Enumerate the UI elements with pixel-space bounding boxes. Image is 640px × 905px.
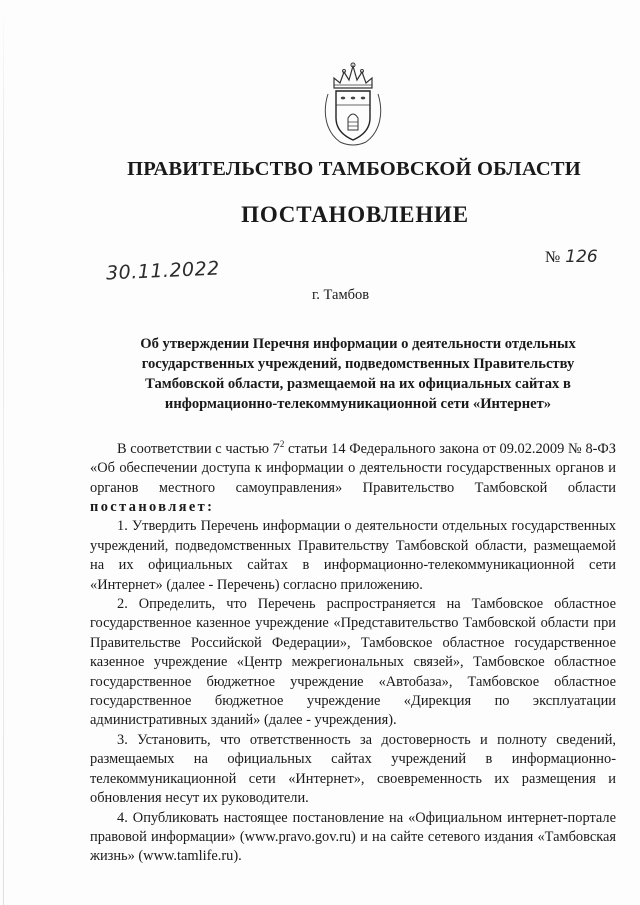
preamble-text-after: статьи 14 Федерального закона от 09.02.2009 № 8-ФЗ «Об обеспечении доступа к информации о деятельности государственных органов и органов местного самоуправления» Правительство Тамбовской области	[90, 440, 617, 496]
government-title: ПРАВИТЕЛЬСТВО ТАМБОВСКОЙ ОБЛАСТИ	[127, 158, 581, 180]
scan-edge-shadow	[3, 0, 4, 905]
preamble-text-before: В соответствии с частью 7	[117, 440, 280, 457]
list-item: 2. Определить, что Перечень распространяется на Тамбовское областное государственное казенное учреждение «Представительство Тамбовской области при Правительстве Российской Федерации», Тамбовское областное государственное казенное учреждение «Центр межрегиональных связей», Тамбовское областное государственное бюджетное учреждение «Автобаза», Тамбовское областное государственное бюджетное учреждение «Дирекция по эксплуатации административных зданий» (далее - учреждения).	[90, 596, 616, 729]
preamble-resolves: постановляет:	[90, 499, 215, 516]
city-name: г. Тамбов	[312, 287, 370, 303]
document-date: 30.11.2022	[105, 257, 221, 285]
document-subject: Об утверждении Перечня информации о деятельности отдельных государственных учреждений, подведомственных Правительству Тамбовской области, размещаемой на их официальных сайтах в информационно-телекоммуникационной сети «Интернет»	[140, 336, 576, 412]
preamble-superscript: 2	[279, 439, 285, 449]
tambov-coat-of-arms-icon	[320, 58, 386, 148]
list-item: 4. Опубликовать настоящее постановление на «Официальном интернет-портале правовой информации» (www.pravo.gov.ru) и на сайте сетевого издания «Тамбовская жизнь» (www.tamlife.ru).	[90, 809, 616, 865]
document-type-heading: ПОСТАНОВЛЕНИЕ	[241, 202, 469, 227]
number-sign: №	[545, 249, 561, 266]
document-number	[545, 247, 598, 267]
preamble-paragraph	[90, 435, 616, 517]
list-item: 1. Утвердить Перечень информации о деятельности отдельных государственных учреждений, подведомственных Правительству Тамбовской области, размещаемой на их официальных сайтах в информационно-телекоммуникационной сети «Интернет» (далее - Перечень) согласно приложению.	[90, 518, 616, 593]
number-value: 126	[565, 247, 598, 267]
document-body	[90, 435, 616, 867]
list-item: 3. Установить, что ответственность за достоверность и полноту сведений, размещаемых на официальных сайтах учреждений в информационно-телекоммуникационной сети «Интернет», своевременность их размещения и обновления несут их руководители.	[90, 731, 616, 807]
